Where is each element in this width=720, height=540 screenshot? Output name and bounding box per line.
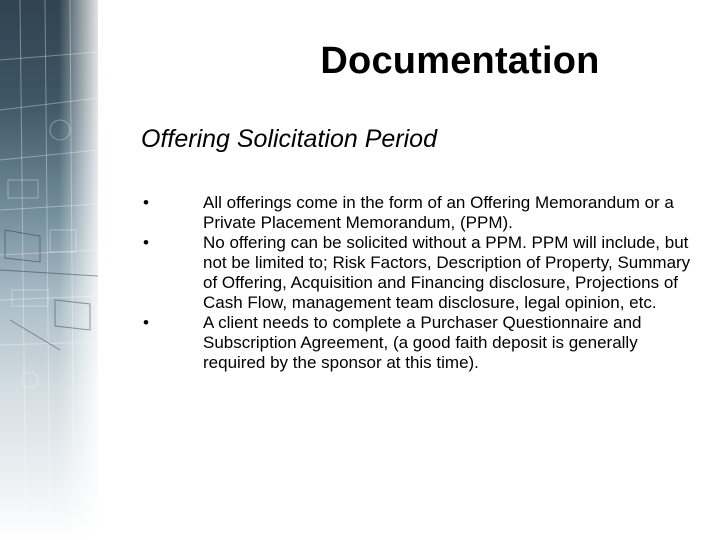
slide-subtitle: Offering Solicitation Period: [141, 125, 437, 153]
bullet-text: No offering can be solicited without a PPM. PPM will include, but not be limited to; Risk Factors, Description of Property, Summary of Offering, Acquisition and Financing disclosure, Projections of Cash Flow, management team disclosure, legal opinion, etc.: [203, 233, 691, 312]
bullet-marker: •: [143, 193, 149, 212]
slide-title: Documentation: [320, 40, 600, 82]
bullet-item: [140, 233, 700, 313]
bullet-marker: •: [143, 313, 149, 332]
bullet-item: [140, 313, 700, 373]
bullet-text: All offerings come in the form of an Offering Memorandum or a Private Placement Memorandum, (PPM).: [203, 193, 674, 232]
bullet-marker: •: [143, 233, 149, 252]
bullet-text: A client needs to complete a Purchaser Questionnaire and Subscription Agreement, (a good faith deposit is generally required by the sponsor at this time).: [203, 313, 642, 372]
bullet-item: [140, 193, 700, 233]
blueprint-image: [0, 0, 98, 540]
bullet-list: [140, 193, 700, 373]
